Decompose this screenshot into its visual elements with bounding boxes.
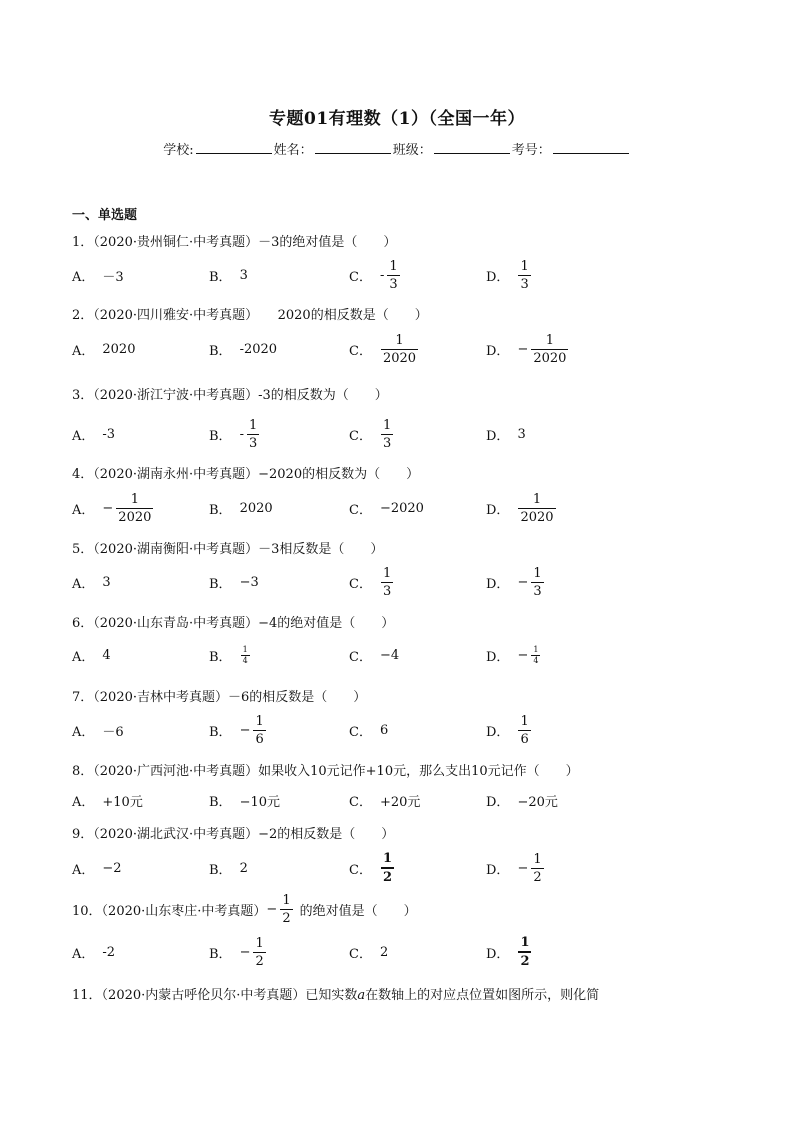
option-label: D． bbox=[486, 502, 510, 518]
option-label: C． bbox=[349, 428, 372, 444]
option-label: D． bbox=[486, 269, 510, 285]
question-1-stem: 1．（2020·贵州铜仁·中考真题）－3的绝对值是（ ） bbox=[72, 235, 397, 250]
fraction bbox=[381, 852, 394, 884]
fraction bbox=[387, 260, 399, 291]
option-b[interactable] bbox=[209, 414, 260, 454]
fraction-sign: − bbox=[102, 500, 114, 516]
option-label: A． bbox=[72, 576, 95, 592]
question-7-options bbox=[72, 710, 752, 750]
numerator: 1 bbox=[382, 851, 392, 866]
numerator: 1 bbox=[532, 491, 542, 507]
option-a[interactable] bbox=[72, 255, 124, 295]
option-label: B． bbox=[209, 946, 232, 962]
question-3-stem: 3．（2020·浙江宁波·中考真题）-3的相反数为（ ） bbox=[72, 388, 388, 403]
name-blank[interactable] bbox=[315, 141, 391, 154]
school-label: 学校: bbox=[163, 143, 194, 158]
fraction-sign: − bbox=[517, 860, 529, 876]
option-label: B． bbox=[209, 502, 232, 518]
school-blank[interactable] bbox=[196, 141, 272, 154]
denominator: 2 bbox=[520, 954, 530, 969]
option-text: 3 bbox=[102, 574, 111, 590]
option-label: A． bbox=[72, 862, 95, 878]
fraction-sign: − bbox=[266, 902, 278, 917]
numerator: 1 bbox=[520, 713, 529, 729]
fraction bbox=[531, 567, 543, 598]
stem-suffix: 的绝对值是（ ） bbox=[299, 904, 417, 919]
question-7-stem: 7．（2020·吉林中考真题）－6的相反数是（ ） bbox=[72, 690, 367, 705]
name-label: 姓名： bbox=[273, 143, 313, 158]
option-text: −4 bbox=[379, 647, 400, 663]
option-label: B． bbox=[209, 649, 232, 665]
question-9-stem: 9．（2020·湖北武汉·中考真题）−2的相反数是（ ） bbox=[72, 827, 395, 842]
option-label: D． bbox=[486, 862, 510, 878]
numerator: 1 bbox=[520, 258, 529, 274]
option-c[interactable] bbox=[349, 414, 394, 454]
option-text: −3 bbox=[239, 574, 259, 590]
option-text: -3 bbox=[102, 426, 116, 442]
denominator: 2020 bbox=[382, 350, 417, 366]
option-a[interactable] bbox=[72, 488, 154, 528]
option-d[interactable] bbox=[486, 932, 532, 972]
denominator: 2 bbox=[255, 953, 264, 969]
option-b[interactable] bbox=[209, 932, 267, 972]
option-text: −10元 bbox=[239, 794, 280, 810]
stem-prefix: 10．（2020·山东枣庄·中考真题） bbox=[72, 904, 267, 919]
numerator: 1 bbox=[520, 935, 530, 950]
option-d[interactable] bbox=[486, 255, 532, 295]
denominator: 4 bbox=[242, 655, 248, 665]
option-text: +10元 bbox=[102, 794, 143, 810]
fraction bbox=[116, 493, 153, 524]
denominator: 2020 bbox=[520, 509, 554, 525]
stem-prefix: 11．（2020·内蒙古呼伦贝尔·中考真题）已知实数 bbox=[72, 988, 358, 1003]
option-label: C． bbox=[349, 269, 372, 285]
denominator: 2020 bbox=[533, 350, 567, 366]
option-text: －6 bbox=[102, 724, 124, 740]
numerator: 1 bbox=[395, 332, 404, 348]
denominator: 3 bbox=[382, 583, 392, 599]
option-d[interactable] bbox=[486, 414, 526, 454]
option-c[interactable] bbox=[349, 488, 424, 528]
option-label: A． bbox=[72, 343, 95, 359]
denominator: 4 bbox=[533, 655, 539, 665]
question-6-options bbox=[72, 635, 752, 675]
option-label: D． bbox=[486, 794, 510, 810]
question-8-options bbox=[72, 780, 752, 820]
student-info-line bbox=[0, 139, 794, 158]
question-4-stem: 4．（2020·湖南永州·中考真题）−2020的相反数为（ ） bbox=[72, 467, 420, 482]
class-blank[interactable] bbox=[434, 141, 510, 154]
option-label: D． bbox=[486, 724, 510, 740]
fraction-sign: − bbox=[239, 722, 251, 738]
fraction-sign: - bbox=[239, 426, 244, 442]
option-text: 3 bbox=[239, 267, 248, 283]
fraction bbox=[280, 894, 292, 925]
option-a[interactable] bbox=[72, 562, 111, 602]
option-label: A． bbox=[72, 946, 95, 962]
option-label: B． bbox=[209, 724, 232, 740]
option-c[interactable] bbox=[349, 710, 388, 750]
option-b[interactable] bbox=[209, 848, 248, 888]
fraction-sign: − bbox=[517, 574, 529, 590]
option-label: A． bbox=[72, 724, 95, 740]
option-label: B． bbox=[209, 428, 232, 444]
numerator: 1 bbox=[130, 491, 139, 507]
question-6-stem: 6．（2020·山东青岛·中考真题）−4的绝对值是（ ） bbox=[72, 616, 395, 631]
option-b[interactable] bbox=[209, 488, 273, 528]
question-5-stem: 5．（2020·湖南衡阳·中考真题）－3相反数是（ ） bbox=[72, 542, 384, 557]
question-10-options bbox=[72, 932, 752, 972]
fraction bbox=[381, 334, 418, 365]
option-text: −2020 bbox=[379, 500, 424, 516]
option-text: −2 bbox=[102, 860, 122, 876]
option-d[interactable] bbox=[486, 488, 557, 528]
option-d[interactable] bbox=[486, 562, 545, 602]
denominator: 3 bbox=[382, 435, 392, 451]
option-c[interactable] bbox=[349, 562, 394, 602]
option-label: A． bbox=[72, 794, 95, 810]
option-label: C． bbox=[349, 946, 372, 962]
page-title: 专题01有理数（1）（全国一年） bbox=[269, 109, 525, 129]
option-text: 2 bbox=[239, 860, 248, 876]
option-text: 2 bbox=[379, 944, 389, 960]
denominator: 2020 bbox=[118, 509, 152, 525]
fraction bbox=[531, 334, 568, 365]
numerator: 1 bbox=[389, 258, 398, 274]
question-9-options bbox=[72, 848, 752, 888]
numerator: 1 bbox=[255, 713, 264, 729]
option-b[interactable] bbox=[209, 329, 277, 369]
question-2-options bbox=[72, 329, 752, 369]
option-a[interactable] bbox=[72, 710, 124, 750]
option-b[interactable] bbox=[209, 562, 259, 602]
question-1-options bbox=[72, 255, 752, 295]
question-3-options bbox=[72, 414, 752, 454]
numerator: 1 bbox=[382, 417, 392, 433]
question-10-stem bbox=[72, 894, 417, 925]
stem-suffix: 在数轴上的对应点位置如图所示，则化简 bbox=[365, 988, 600, 1003]
option-label: C． bbox=[349, 794, 372, 810]
fraction bbox=[253, 937, 265, 968]
numerator: 1 bbox=[242, 644, 248, 654]
numerator: 1 bbox=[282, 893, 291, 908]
option-label: C． bbox=[349, 862, 372, 878]
option-b[interactable] bbox=[209, 255, 248, 295]
exam-no-label: 考号： bbox=[511, 143, 551, 158]
option-c[interactable] bbox=[349, 635, 399, 675]
option-text: 6 bbox=[379, 722, 389, 738]
denominator: 3 bbox=[533, 583, 542, 599]
option-text: +20元 bbox=[379, 794, 421, 810]
exam-no-blank[interactable] bbox=[553, 141, 629, 154]
option-text: 2020 bbox=[102, 341, 136, 357]
section-title: 一、单选题 bbox=[72, 208, 138, 223]
option-a[interactable] bbox=[72, 329, 135, 369]
question-4-options bbox=[72, 488, 752, 528]
option-a[interactable] bbox=[72, 848, 122, 888]
question-11-stem bbox=[72, 984, 599, 1003]
option-c[interactable] bbox=[349, 255, 401, 295]
denominator: 2 bbox=[382, 870, 392, 885]
option-text: -2 bbox=[102, 944, 116, 960]
option-c[interactable] bbox=[349, 932, 388, 972]
denominator: 3 bbox=[248, 435, 258, 451]
numerator: 1 bbox=[533, 851, 542, 867]
option-text: -2020 bbox=[239, 341, 278, 357]
fraction bbox=[381, 419, 393, 450]
option-label: B． bbox=[209, 576, 232, 592]
option-a[interactable] bbox=[72, 780, 143, 820]
fraction-sign: − bbox=[517, 647, 529, 663]
option-d[interactable] bbox=[486, 710, 532, 750]
numerator: 1 bbox=[248, 417, 258, 433]
numerator: 1 bbox=[533, 565, 542, 581]
option-label: D． bbox=[486, 576, 510, 592]
option-label: C． bbox=[349, 502, 372, 518]
option-d[interactable] bbox=[486, 780, 558, 820]
option-label: B． bbox=[209, 862, 232, 878]
option-d[interactable] bbox=[486, 635, 541, 675]
option-label: C． bbox=[349, 343, 372, 359]
option-label: D． bbox=[486, 649, 510, 665]
option-label: D． bbox=[486, 428, 510, 444]
fraction bbox=[518, 493, 555, 524]
option-label: D． bbox=[486, 343, 510, 359]
option-label: C． bbox=[349, 724, 372, 740]
fraction bbox=[247, 419, 259, 450]
option-label: B． bbox=[209, 343, 232, 359]
option-a[interactable] bbox=[72, 414, 115, 454]
option-label: C． bbox=[349, 576, 372, 592]
option-label: A． bbox=[72, 428, 95, 444]
fraction bbox=[518, 936, 531, 968]
denominator: 2 bbox=[282, 911, 291, 926]
fraction-sign: − bbox=[517, 341, 529, 357]
option-a[interactable] bbox=[72, 932, 115, 972]
option-label: C． bbox=[349, 649, 372, 665]
fraction bbox=[531, 853, 543, 884]
fraction bbox=[253, 715, 265, 746]
question-5-options bbox=[72, 562, 752, 602]
option-text: 3 bbox=[517, 426, 526, 442]
variable-a: a bbox=[357, 988, 366, 1003]
numerator: 1 bbox=[382, 565, 392, 581]
fraction-sign: - bbox=[379, 267, 385, 283]
option-label: B． bbox=[209, 794, 232, 810]
class-label: 班级： bbox=[392, 143, 432, 158]
option-text: －3 bbox=[102, 269, 124, 285]
fraction-sign: − bbox=[239, 944, 251, 960]
fraction bbox=[241, 646, 250, 665]
fraction bbox=[381, 567, 393, 598]
option-b[interactable] bbox=[209, 780, 280, 820]
option-text: −20元 bbox=[517, 794, 558, 810]
option-a[interactable] bbox=[72, 635, 111, 675]
option-c[interactable] bbox=[349, 780, 420, 820]
option-b[interactable] bbox=[209, 635, 251, 675]
option-label: A． bbox=[72, 269, 95, 285]
option-c[interactable] bbox=[349, 848, 395, 888]
denominator: 3 bbox=[389, 276, 398, 292]
option-text: 2020 bbox=[239, 500, 273, 516]
denominator: 2 bbox=[533, 869, 542, 885]
denominator: 6 bbox=[255, 731, 264, 747]
option-b[interactable] bbox=[209, 710, 267, 750]
option-c[interactable] bbox=[349, 329, 419, 369]
option-d[interactable] bbox=[486, 848, 545, 888]
numerator: 1 bbox=[545, 332, 555, 348]
option-label: A． bbox=[72, 649, 95, 665]
numerator: 1 bbox=[533, 644, 539, 654]
option-text: 4 bbox=[102, 647, 111, 663]
question-8-stem: 8．（2020·广西河池·中考真题）如果收入10元记作+10元，那么支出10元记作（ ） bbox=[72, 764, 579, 779]
question-2-stem: 2．（2020·四川雅安·中考真题） 2020的相反数是（ ） bbox=[72, 308, 428, 323]
fraction bbox=[518, 715, 530, 746]
option-d[interactable] bbox=[486, 329, 569, 369]
option-label: B． bbox=[209, 269, 232, 285]
option-label: A． bbox=[72, 502, 95, 518]
fraction bbox=[531, 646, 540, 665]
option-label: D． bbox=[486, 946, 510, 962]
numerator: 1 bbox=[255, 935, 264, 951]
fraction bbox=[518, 260, 530, 291]
denominator: 6 bbox=[520, 731, 529, 747]
denominator: 3 bbox=[520, 276, 529, 292]
